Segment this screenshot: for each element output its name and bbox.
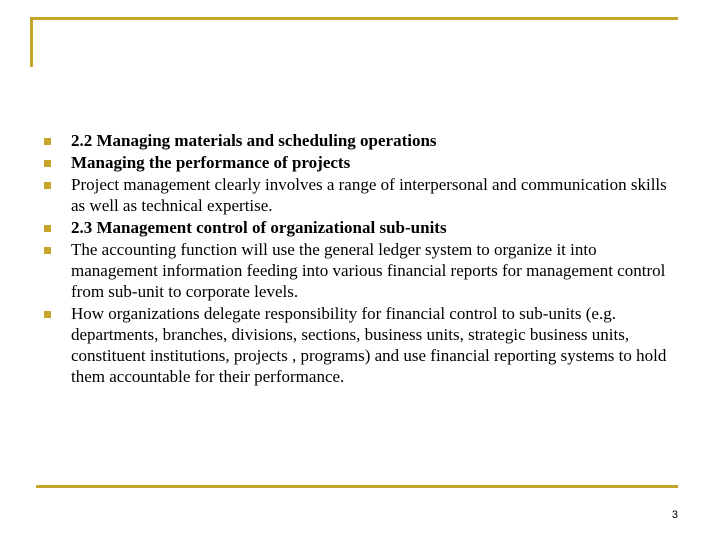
bullet-item: [44, 174, 684, 216]
footer-rule: [36, 485, 678, 488]
page-number: 3: [671, 509, 678, 521]
bullet-text: 2.2 Managing materials and scheduling operations: [71, 131, 437, 150]
bullet-item: [44, 303, 684, 387]
bullet-text: Project management clearly involves a range of interpersonal and communication skills as well as technical expertise.: [71, 175, 667, 215]
bullet-text: 2.3 Management control of organizational sub-units: [71, 218, 447, 237]
square-bullet-icon: [44, 311, 51, 318]
bullet-text: Managing the performance of projects: [71, 153, 351, 172]
bullet-item: [44, 239, 684, 302]
bullet-item: [44, 130, 684, 151]
bullet-text: How organizations delegate responsibility for financial control to sub-units (e.g. departments, branches, divisions, sections, business units, strategic business units, constituent institutions, projects , programs) and use financial reporting systems to hold them accountable for their performance.: [71, 304, 667, 386]
square-bullet-icon: [44, 247, 51, 254]
frame-left-rule: [30, 17, 33, 67]
bullet-item: [44, 217, 684, 238]
bullet-list: [44, 130, 684, 388]
square-bullet-icon: [44, 182, 51, 189]
bullet-text: The accounting function will use the general ledger system to organize it into management information feeding into various financial reports for management control from sub-unit to corporate levels.: [71, 240, 666, 301]
square-bullet-icon: [44, 138, 51, 145]
bullet-item: [44, 152, 684, 173]
square-bullet-icon: [44, 160, 51, 167]
square-bullet-icon: [44, 225, 51, 232]
frame-top-rule: [30, 17, 678, 20]
